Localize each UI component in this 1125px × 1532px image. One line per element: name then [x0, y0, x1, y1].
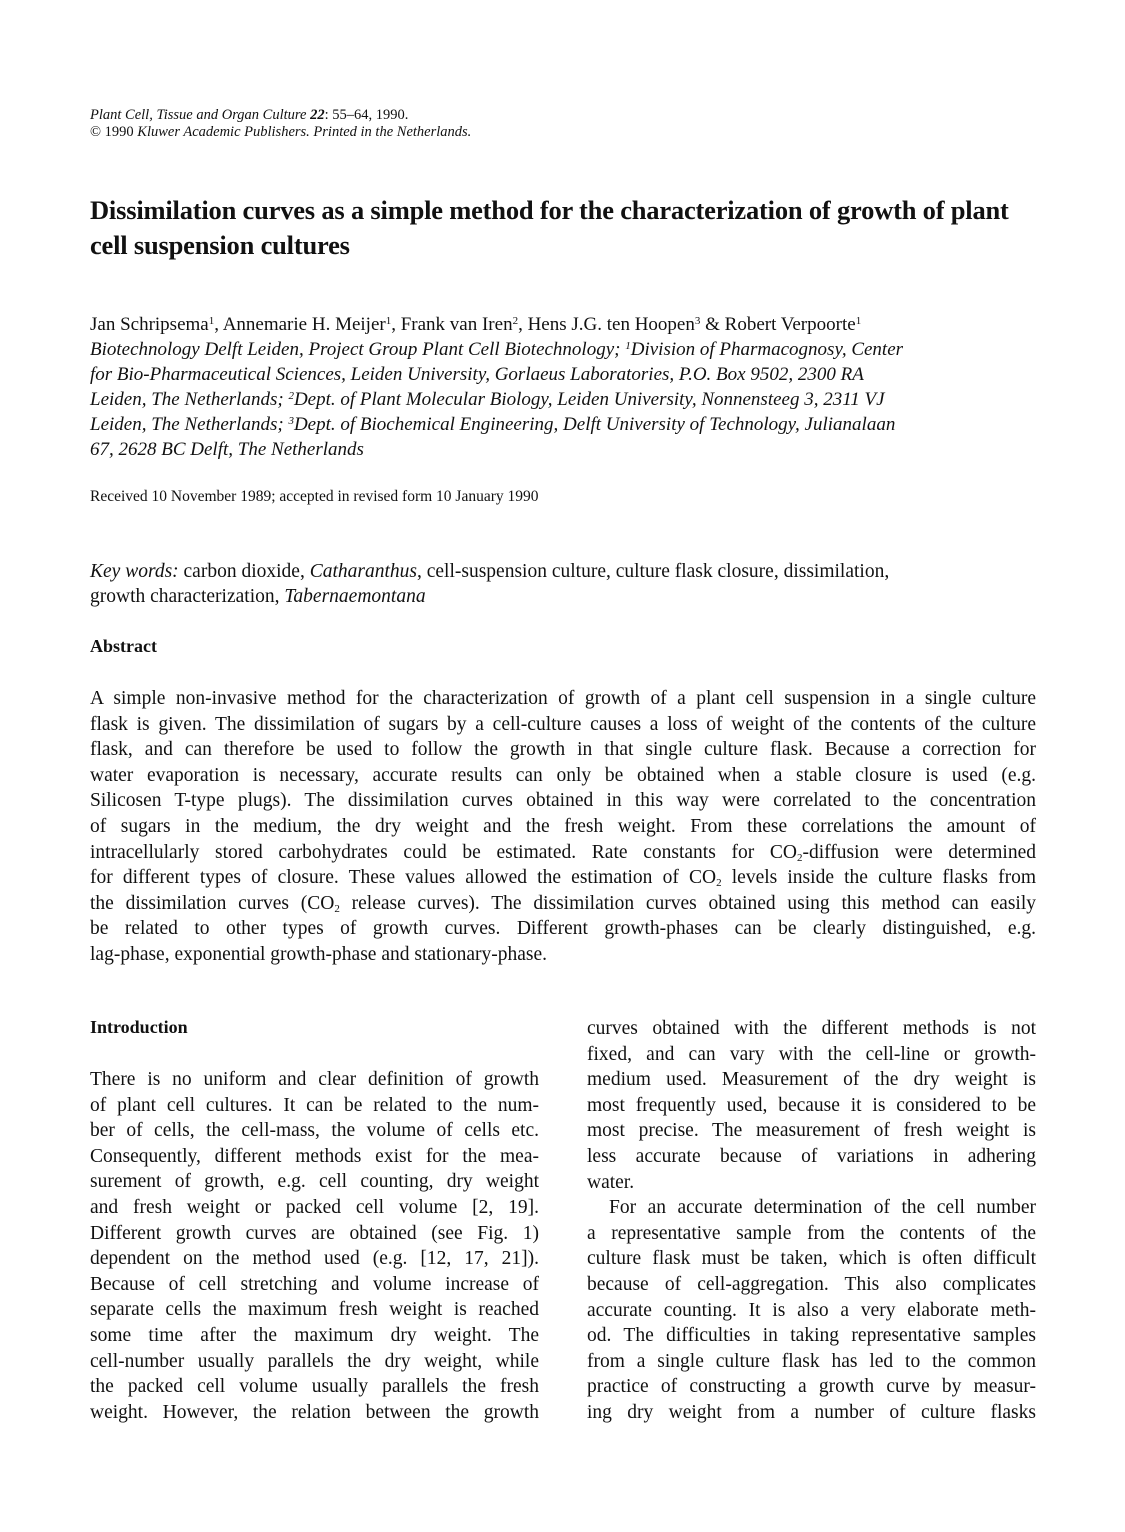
journal-pages: : 55–64, 1990. — [324, 107, 409, 123]
body-line: curves obtained with the different methods is not — [587, 1018, 1036, 1039]
body-line: practice of constructing a growth curve by measur- — [587, 1376, 1036, 1398]
abstract-line: for different types of closure. These values allowed the estimation of $CO_2$ levels inside the culture flasks from — [90, 867, 1036, 890]
body-line: dependent on the method used (e.g. [12, 17, 21]). — [90, 1248, 539, 1270]
paper-title: Dissimilation curves as a simple method for the characterization of growth of plant cell suspension cultures — [90, 195, 1009, 260]
journal-citation — [90, 107, 471, 141]
publisher: Kluwer Academic Publishers. Printed in the Netherlands. — [137, 124, 472, 140]
abstract-line: water evaporation is necessary, accurate results can only be obtained when a stable closure is used (e.g. — [90, 764, 1036, 786]
body-line: most precise. The measurement of fresh weight is — [587, 1120, 1036, 1142]
copyright: © 1990 — [90, 124, 134, 140]
abstract-line: lag-phase, exponential growth-phase and stationary-phase. — [90, 943, 548, 965]
abstract-line: Silicosen T-type plugs). The dissimilation curves obtained in this way were correlated to the concentration — [90, 790, 1036, 812]
body-line: accurate counting. It is also a very elaborate meth- — [587, 1299, 1036, 1321]
body-line: and fresh weight or packed cell volume [2, 19]. — [90, 1196, 539, 1218]
abstract-line: flask, and can therefore be used to follow the growth in that single culture flask. Because a correction for — [90, 739, 1036, 761]
body-line: of plant cell cultures. It can be related to the num- — [90, 1094, 539, 1116]
body-line: less accurate because of variations in adhering — [587, 1145, 1036, 1167]
body-line: water. — [587, 1171, 635, 1193]
body-line: surement of growth, e.g. cell counting, dry weight — [90, 1171, 539, 1193]
abstract-body — [90, 686, 1036, 968]
author: Frank van Iren$^2$, — [400, 314, 528, 335]
body-line: from a single culture flask has led to the common — [587, 1350, 1036, 1372]
body-line: some time after the maximum dry weight. The — [90, 1324, 539, 1346]
abstract-line: intracellularly stored carbohydrates could be estimated. Rate constants for $CO_2$-diffusion were determined — [90, 841, 1036, 864]
body-line: Consequently, different methods exist for the mea- — [90, 1145, 539, 1167]
affiliations — [90, 337, 903, 462]
body-line: Different growth curves are obtained (see Fig. 1) — [90, 1222, 539, 1244]
abstract-line: A simple non-invasive method for the characterization of growth of a plant cell suspension in a single culture — [90, 688, 1036, 709]
received-date: Received 10 November 1989; accepted in revised form 10 January 1990 — [90, 488, 539, 505]
body-line: because of cell-aggregation. This also complicates — [587, 1273, 1036, 1295]
introduction-left-column — [90, 1067, 539, 1425]
body-line: od. The difficulties in taking representative samples — [587, 1325, 1036, 1347]
body-line: medium used. Measurement of the dry weight is — [587, 1069, 1036, 1091]
body-line: a representative sample from the contents of the — [587, 1222, 1036, 1244]
journal-volume: 22 — [310, 107, 325, 123]
affiliation-line: Leiden, The Netherlands; $^3$Dept. of Biochemical Engineering, Delft University of Technology, Julianalaan — [90, 414, 896, 435]
affiliation-line: for Bio-Pharmaceutical Sciences, Leiden University, Gorlaeus Laboratories, P.O. Box 9502, 2300 RA — [90, 364, 864, 385]
body-line: most frequently used, because it is considered to be — [587, 1094, 1036, 1116]
body-line: the packed cell volume usually parallels the fresh — [90, 1376, 539, 1398]
author: Hens J.G. ten Hoopen$^3$ & — [527, 314, 725, 335]
keywords: Key words: carbon dioxide, Catharanthus, cell-suspension culture, culture flask closure, dissimilation, growth characterization, Tabernaemontana — [90, 561, 890, 607]
keywords-label: Key words: — [90, 561, 179, 582]
body-line: There is no uniform and clear definition of growth — [90, 1069, 539, 1090]
body-line: separate cells the maximum fresh weight is reached — [90, 1299, 539, 1321]
author: Robert Verpoorte$^1$ — [724, 314, 862, 335]
author: Jan Schripsema$^1$, — [90, 314, 223, 335]
affiliation-line: 67, 2628 BC Delft, The Netherlands — [90, 439, 364, 460]
body-line: For an accurate determination of the cell number — [609, 1197, 1036, 1219]
body-line: ber of cells, the cell-mass, the volume of cells etc. — [90, 1120, 539, 1142]
affiliation-line: Leiden, The Netherlands; $^2$Dept. of Plant Molecular Biology, Leiden University, Nonnensteeg 3, 2311 VJ — [90, 389, 885, 410]
abstract-heading: Abstract — [90, 636, 157, 656]
abstract-line: of sugars in the medium, the dry weight and the fresh weight. From these correlations the amount of — [90, 815, 1036, 837]
abstract-line: flask is given. The dissimilation of sugars by a cell-culture causes a loss of weight of the contents of the culture — [90, 713, 1036, 735]
body-line: weight. However, the relation between the growth — [90, 1401, 539, 1423]
body-line: fixed, and can vary with the cell-line or growth- — [587, 1043, 1036, 1065]
author-list — [90, 312, 861, 337]
body-line: Because of cell stretching and volume increase of — [90, 1273, 539, 1295]
author: Annemarie H. Meijer$^1$, — [222, 314, 401, 335]
journal-name: Plant Cell, Tissue and Organ Culture — [90, 107, 307, 123]
body-line: ing dry weight from a number of culture flasks — [587, 1401, 1036, 1423]
abstract-line: the dissimilation curves ($CO_2$ release curves). The dissimilation curves obtained using this method can easily — [90, 892, 1036, 915]
body-line: culture flask must be taken, which is often difficult — [587, 1248, 1036, 1270]
body-line: cell-number usually parallels the dry weight, while — [90, 1350, 539, 1372]
introduction-heading: Introduction — [90, 1017, 188, 1037]
introduction-right-column — [587, 1016, 1036, 1426]
affiliation-line: Biotechnology Delft Leiden, Project Group Plant Cell Biotechnology; $^1$Division of Pharmacognosy, Center — [90, 339, 904, 360]
abstract-line: be related to other types of growth curves. Different growth-phases can be clearly distinguished, e.g. — [90, 918, 1036, 940]
